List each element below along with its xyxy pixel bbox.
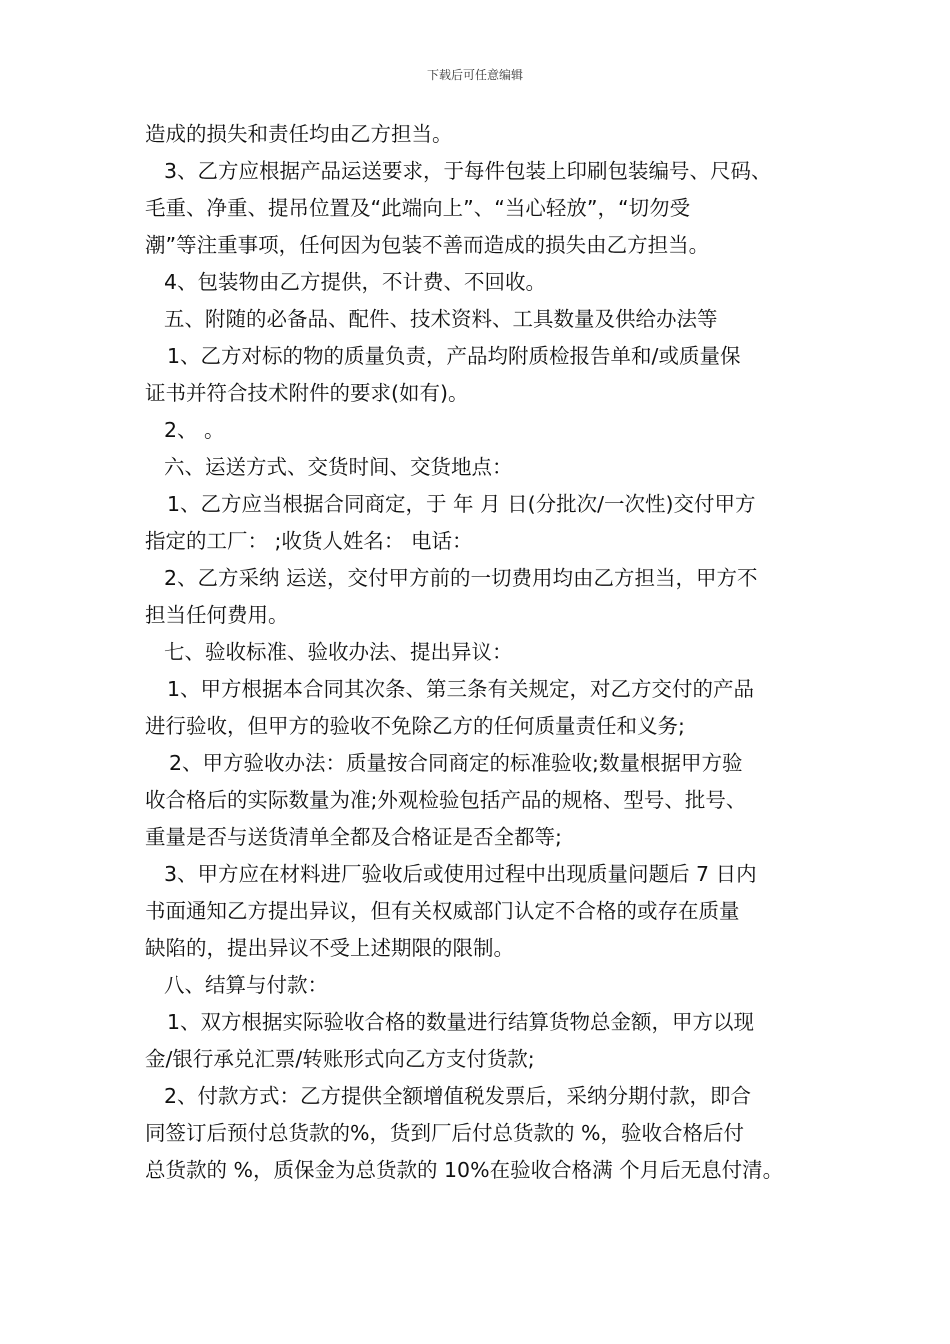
text-line: 3、甲方应在材料进厂验收后或使用过程中出现质量问题后 7 日内 (164, 862, 757, 886)
text-line: 证书并符合技术附件的要求(如有)。 (145, 381, 469, 405)
text-line: 2、 。 (164, 418, 225, 442)
text-line: 总货款的 %，质保金为总货款的 10%在验收合格满 个月后无息付清。 (145, 1158, 784, 1182)
text-line: 潮”等注重事项，任何因为包装不善而造成的损失由乙方担当。 (145, 233, 710, 257)
text-line: 缺陷的，提出异议不受上述期限的限制。 (145, 936, 514, 960)
text-line: 同签订后预付总货款的%，货到厂后付总货款的 %，验收合格后付 (145, 1121, 744, 1145)
header-note: 下载后可任意编辑 (426, 68, 523, 82)
section-heading: 七、验收标准、验收办法、提出异议： (164, 640, 513, 664)
document-body (145, 116, 825, 1189)
section-heading: 五、附随的必备品、配件、技术资料、工具数量及供给办法等 (164, 307, 718, 331)
text-line: 1、乙方对标的物的质量负责，产品均附质检报告单和/或质量保 (167, 344, 741, 368)
text-line: 书面通知乙方提出异议，但有关权威部门认定不合格的或存在质量 (145, 899, 740, 923)
text-line: 1、甲方根据本合同其次条、第三条有关规定，对乙方交付的产品 (167, 677, 755, 701)
text-line: 毛重、净重、提吊位置及“此端向上”、“当心轻放”，“切勿受 (145, 196, 691, 220)
text-line: 金/银行承兑汇票/转账形式向乙方支付货款; (145, 1047, 535, 1071)
text-line: 进行验收，但甲方的验收不免除乙方的任何质量责任和义务; (145, 714, 685, 738)
text-line: 3、乙方应根据产品运送要求，于每件包装上印刷包装编号、尺码、 (164, 159, 772, 183)
text-line: 2、付款方式：乙方提供全额增值税发票后，采纳分期付款，即合 (164, 1084, 752, 1108)
text-line: 2、乙方采纳 运送，交付甲方前的一切费用均由乙方担当，甲方不 (164, 566, 758, 590)
text-line: 1、双方根据实际验收合格的数量进行结算货物总金额，甲方以现 (167, 1010, 755, 1034)
text-line: 2、甲方验收办法：质量按合同商定的标准验收;数量根据甲方验 (169, 751, 743, 775)
text-line: 指定的工厂： ;收货人姓名： 电话： (145, 529, 473, 553)
text-line: 造成的损失和责任均由乙方担当。 (145, 122, 453, 146)
text-line: 重量是否与送货清单全都及合格证是否全都等; (145, 825, 562, 849)
section-heading: 六、运送方式、交货时间、交货地点： (164, 455, 513, 479)
text-line: 担当任何费用。 (145, 603, 289, 627)
section-heading: 八、结算与付款： (164, 973, 328, 997)
text-line: 1、乙方应当根据合同商定，于 年 月 日(分批次/一次性)交付甲方 (167, 492, 756, 516)
text-line: 4、包装物由乙方提供，不计费、不回收。 (164, 270, 547, 294)
text-line: 收合格后的实际数量为准;外观检验包括产品的规格、型号、批号、 (145, 788, 747, 812)
